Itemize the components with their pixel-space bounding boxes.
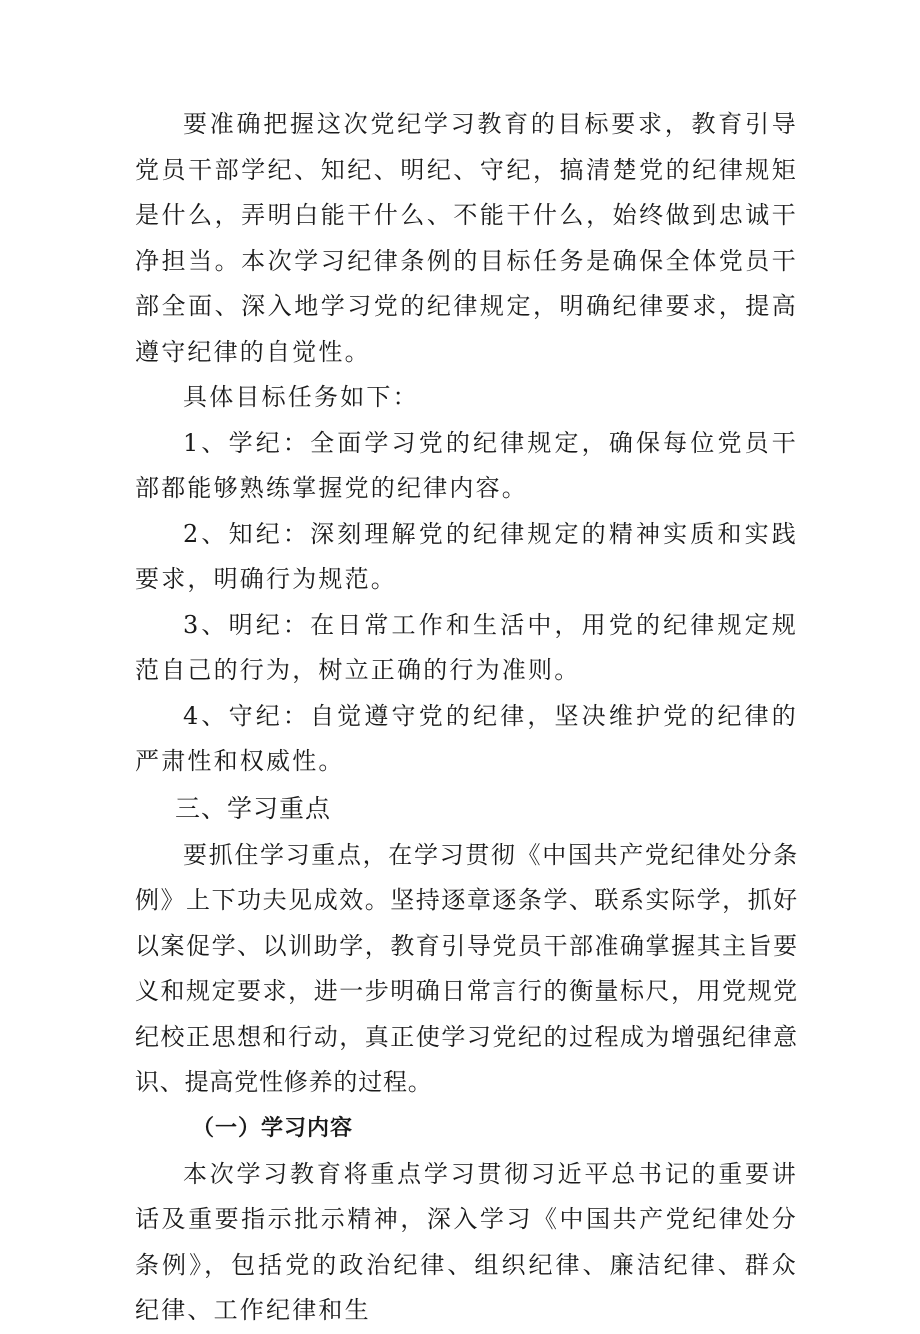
task-item-2: 2、知纪：深刻理解党的纪律规定的精神实质和实践要求，明确行为规范。 — [135, 519, 798, 593]
tasks-intro-paragraph: 具体目标任务如下： — [183, 383, 419, 411]
section-body-paragraph: 要抓住学习重点，在学习贯彻《中国共产党纪律处分条例》上下功夫见成效。坚持逐章逐条学、联系实际学，抓好以案促学、以训助学，教育引导党员干部准确掌握其主旨要义和规定要求，进一步明确日常言行的衡量标尺，用党规党纪校正思想和行动，真正使学习党纪的过程成为增强纪律意识、提高党性修养的过程。 — [135, 840, 798, 1096]
task-item-4: 4、守纪：自觉遵守党的纪律，坚决维护党的纪律的严肃性和权威性。 — [135, 701, 798, 775]
intro-paragraph: 要准确把握这次党纪学习教育的目标要求，教育引导党员干部学纪、知纪、明纪、守纪，搞清楚党的纪律规矩是什么，弄明白能干什么、不能干什么，始终做到忠诚干净担当。本次学习纪律条例的目标任务是确保全体党员干部全面、深入地学习党的纪律规定，明确纪律要求，提高遵守纪律的自觉性。 — [135, 110, 798, 366]
task-item-3: 3、明纪：在日常工作和生活中，用党的纪律规定规范自己的行为，树立正确的行为准则。 — [135, 610, 798, 684]
subsection-content-paragraph: 本次学习教育将重点学习贯彻习近平总书记的重要讲话及重要指示批示精神，深入学习《中国共产党纪律处分条例》，包括党的政治纪律、组织纪律、廉洁纪律、群众纪律、工作纪律和生 — [135, 1159, 798, 1324]
task-item-1: 1、学纪：全面学习党的纪律规定，确保每位党员干部都能够熟练掌握党的纪律内容。 — [135, 428, 798, 502]
section-heading: 三、学习重点 — [175, 793, 332, 823]
subsection-heading: （一）学习内容 — [192, 1115, 354, 1141]
